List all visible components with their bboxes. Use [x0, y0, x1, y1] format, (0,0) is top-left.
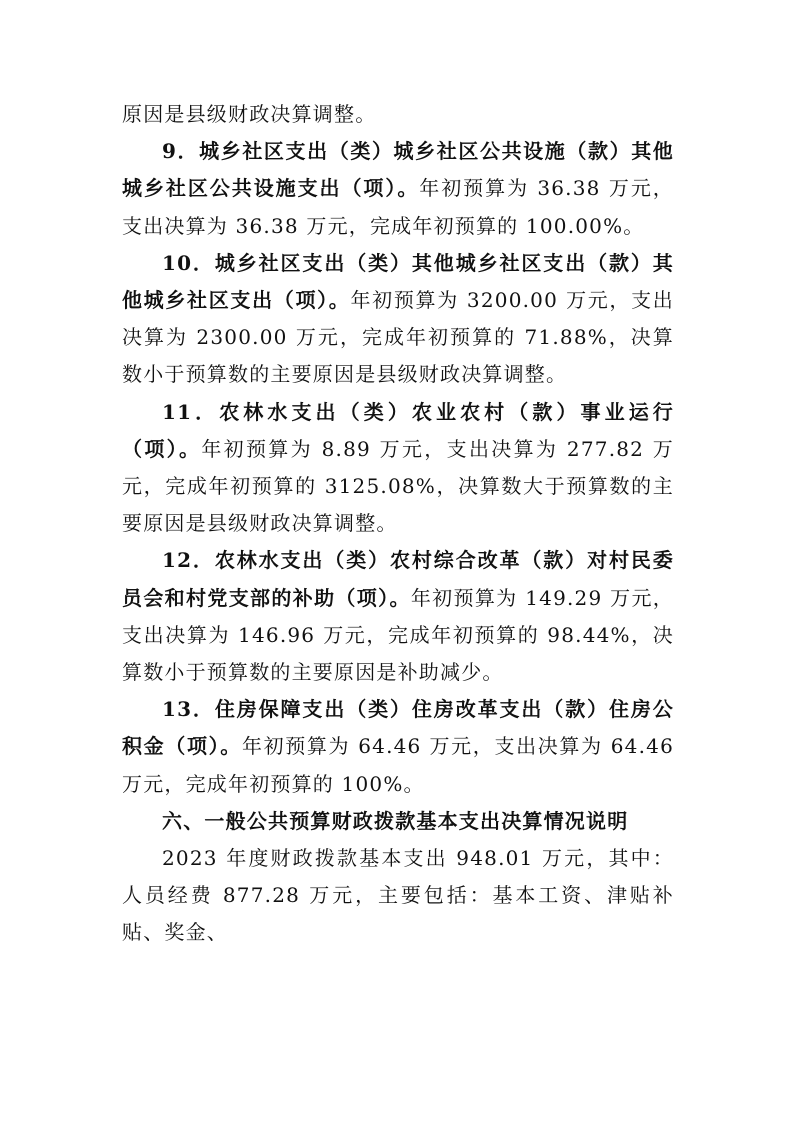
paragraph-item-11 — [122, 394, 674, 543]
paragraph-continuation — [122, 96, 674, 133]
item-text: 年初预算为 3200.00 万元，支出决算为 2300.00 万元，完成年初预算的 71.88%，决算数小于预算数的主要原因是县级财政决算调整。 — [122, 288, 674, 387]
paragraph-item-13 — [122, 691, 674, 803]
item-text: 年初预算为 64.46 万元，支出决算为 64.46 万元，完成年初预算的 100%。 — [122, 734, 674, 796]
item-text: 年初预算为 149.29 万元，支出决算为 146.96 万元，完成年初预算的 98.44%，决算数小于预算数的主要原因是补助减少。 — [122, 585, 674, 685]
section-heading: 六、一般公共预算财政拨款基本支出决算情况说明 — [162, 808, 629, 833]
document-page — [122, 96, 674, 952]
paragraph-text: 原因是县级财政决算调整。 — [122, 102, 377, 126]
paragraph-item-9 — [122, 133, 674, 245]
paragraph-item-10 — [122, 245, 674, 394]
paragraph-closing: 2023 年度财政拨款基本支出 948.01 万元，其中：人员经费 877.28 万元，主要包括：基本工资、津贴补贴、奖金、 — [122, 846, 674, 945]
item-title: 10．城乡社区支出（类）其他城乡社区支出（款）其他城乡社区支出（项）。 — [122, 250, 674, 313]
item-title: 9．城乡社区支出（类）城乡社区公共设施（款）其他城乡社区公共设施支出（项）。 — [122, 139, 674, 201]
paragraph-item-12 — [122, 542, 674, 691]
item-text: 年初预算为 36.38 万元，支出决算为 36.38 万元，完成年初预算的 100.00%。 — [122, 176, 674, 238]
item-title: 12．农林水支出（类）农村综合改革（款）对村民委员会和村党支部的补助（项）。 — [122, 548, 674, 610]
item-title: 11．农林水支出（类）农业农村（款）事业运行（项）。 — [122, 399, 674, 461]
item-title: 13．住房保障支出（类）住房改革支出（款）住房公积金（项）。 — [122, 697, 674, 759]
item-text: 年初预算为 8.89 万元，支出决算为 277.82 万元，完成年初预算的 3125.08%，决算数大于预算数的主要原因是县级财政决算调整。 — [122, 436, 674, 536]
